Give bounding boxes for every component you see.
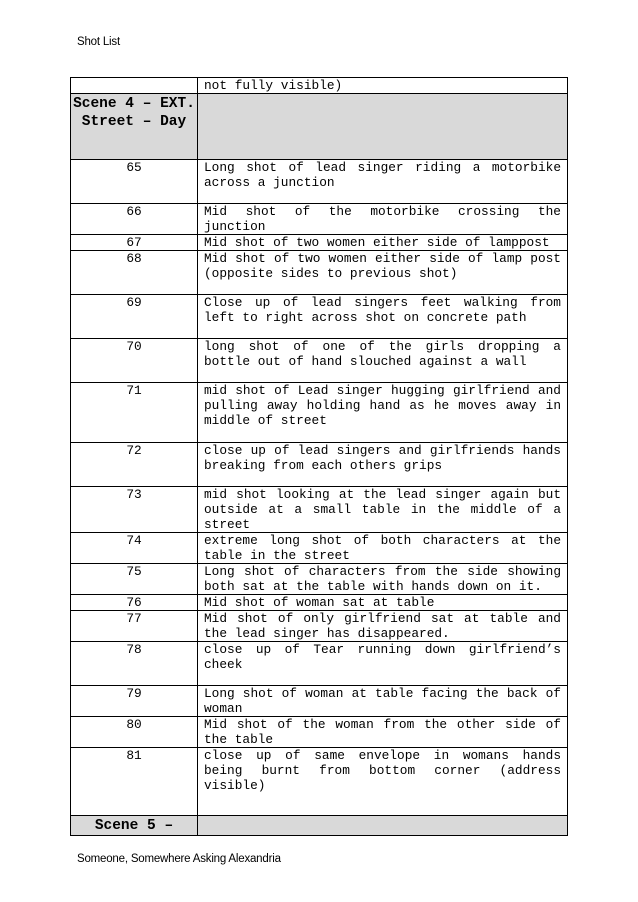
shot-description: Close up of lead singers feet walking from left to right across shot on concrete path [198, 295, 568, 339]
shot-description: close up of lead singers and girlfriends hands breaking from each others grips [198, 443, 568, 487]
shot-number: 65 [71, 160, 198, 204]
shot-number: 76 [71, 595, 198, 611]
shot-number: 74 [71, 533, 198, 564]
shot-number: 70 [71, 339, 198, 383]
shot-number: 71 [71, 383, 198, 443]
table-row [71, 235, 568, 251]
shot-description: Mid shot of the woman from the other side of the table [198, 717, 568, 748]
shot-list-table [70, 77, 568, 836]
shot-number: 66 [71, 204, 198, 235]
shot-number: 73 [71, 487, 198, 533]
shot-number: 68 [71, 251, 198, 295]
scene-5-title: Scene 5 – [71, 816, 198, 836]
shot-description: extreme long shot of both characters at the table in the street [198, 533, 568, 564]
page-footer: Someone, Somewhere Asking Alexandria [77, 853, 281, 865]
shot-description: Mid shot of only girlfriend sat at table and the lead singer has disappeared. [198, 611, 568, 642]
table-row [71, 564, 568, 595]
shot-number: 81 [71, 748, 198, 816]
shot-number: 79 [71, 686, 198, 717]
shot-description: Mid shot of the motorbike crossing the junction [198, 204, 568, 235]
shot-number: 69 [71, 295, 198, 339]
shot-description: close up of same envelope in womans hands being burnt from bottom corner (address visible) [198, 748, 568, 816]
shot-description: Mid shot of two women either side of lamp post (opposite sides to previous shot) [198, 251, 568, 295]
table-row [71, 204, 568, 235]
shot-description: mid shot looking at the lead singer again but outside at a small table in the middle of a street [198, 487, 568, 533]
table-row [71, 78, 568, 94]
table-row [71, 748, 568, 816]
table-row [71, 686, 568, 717]
scene-header-row [71, 94, 568, 160]
shot-number: 67 [71, 235, 198, 251]
shot-number: 77 [71, 611, 198, 642]
shot-description: close up of Tear running down girlfriend’s cheek [198, 642, 568, 686]
table-row [71, 160, 568, 204]
shot-description: long shot of one of the girls dropping a bottle out of hand slouched against a wall [198, 339, 568, 383]
shot-description: Mid shot of woman sat at table [198, 595, 568, 611]
shot-description: Long shot of lead singer riding a motorbike across a junction [198, 160, 568, 204]
table-row [71, 717, 568, 748]
table-row [71, 533, 568, 564]
table-row [71, 642, 568, 686]
scene-header-empty-cell [198, 94, 568, 160]
shot-number: 75 [71, 564, 198, 595]
table-row [71, 611, 568, 642]
table-row [71, 487, 568, 533]
table-row [71, 251, 568, 295]
shot-description: Long shot of woman at table facing the back of woman [198, 686, 568, 717]
table-row [71, 595, 568, 611]
shot-number-cell [71, 78, 198, 94]
table-row [71, 383, 568, 443]
scene-header-row [71, 816, 568, 836]
table-row [71, 339, 568, 383]
page-header: Shot List [77, 36, 120, 48]
shot-number: 80 [71, 717, 198, 748]
shot-description: Mid shot of two women either side of lamppost [198, 235, 568, 251]
shot-description: not fully visible) [198, 78, 568, 94]
shot-description: Long shot of characters from the side showing both sat at the table with hands down on it. [198, 564, 568, 595]
shot-description: mid shot of Lead singer hugging girlfriend and pulling away holding hand as he moves away in middle of street [198, 383, 568, 443]
table-row [71, 295, 568, 339]
scene-header-empty-cell [198, 816, 568, 836]
shot-number: 78 [71, 642, 198, 686]
scene-4-title: Scene 4 – EXT. Street – Day [71, 94, 198, 160]
shot-number: 72 [71, 443, 198, 487]
table-row [71, 443, 568, 487]
